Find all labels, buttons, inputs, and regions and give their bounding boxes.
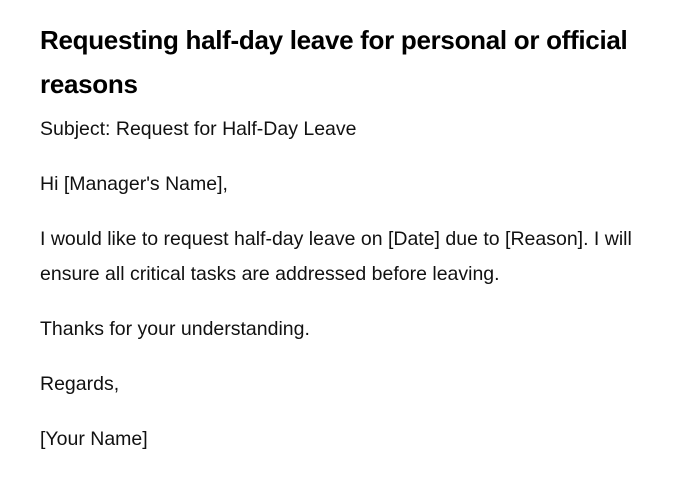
page-title: Requesting half-day leave for personal or official reasons xyxy=(40,25,628,99)
email-signature: [Your Name] xyxy=(40,428,148,450)
email-body: I would like to request half-day leave on [Date] due to [Reason]. I will ensure all critical tasks are addressed before leaving. xyxy=(40,228,632,285)
email-subject: Subject: Request for Half-Day Leave xyxy=(40,118,357,140)
email-thanks: Thanks for your understanding. xyxy=(40,318,310,340)
letter-document xyxy=(40,18,660,457)
email-closing: Regards, xyxy=(40,373,120,395)
email-greeting: Hi [Manager's Name], xyxy=(40,173,228,195)
